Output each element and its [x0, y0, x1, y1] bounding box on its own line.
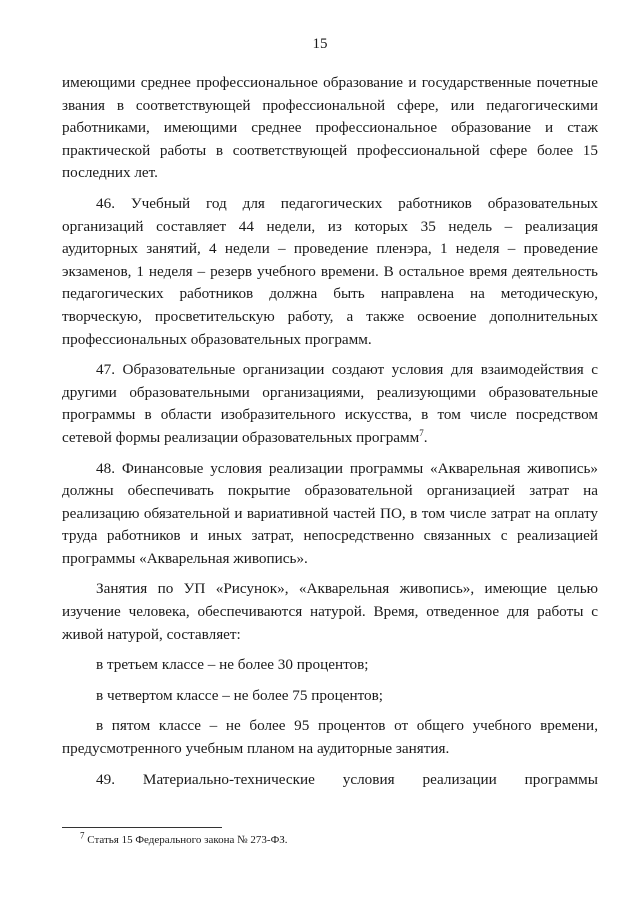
list-item-fourth-class: в четвертом классе – не более 75 процентов; [96, 686, 384, 704]
paragraph-continuation: имеющими среднее профессиональное образование и государственные почетные звания в соответствующей профессиональной сфере, или педагогическими работниками, имеющими среднее профессиональное образование и стаж практической работы в соответствующей профессиональной сфере более 15 последних лет. [62, 74, 598, 182]
paragraph-49: 49. Материально-технические условия реализации программы [96, 770, 598, 788]
footnote [80, 830, 288, 846]
footnote-divider [62, 827, 222, 828]
paragraph-47-end: . [423, 428, 428, 446]
footnote-marker: 7 [80, 830, 85, 841]
footnote-reference: 7 [419, 427, 424, 438]
paragraph-48: 48. Финансовые условия реализации программы «Акварельная живопись» должны обеспечивать покрытие образовательной организацией затрат на реализацию обязательной и вариативной частей ПО, в том числе затрат на оплату труда работников и иных затрат, непосредственно связанных с реализацией программы «Акварельная живопись». [62, 459, 598, 567]
body-text [62, 72, 598, 791]
paragraph-classes-intro: Занятия по УП «Рисунок», «Акварельная живопись», имеющие целью изучение человека, обеспечиваются натурой. Время, отведенное для работы с живой натурой, составляет: [62, 580, 598, 643]
paragraph-47 [62, 359, 598, 449]
paragraph-47-text: 47. Образовательные организации создают условия для взаимодействия с другими образовательными организациями, реализующими образовательные программы в области изобразительного искусства, в том числе посредством сетевой формы реализации образовательных программ [62, 361, 598, 446]
paragraph-46: 46. Учебный год для педагогических работников образовательных организаций составляет 44 недели, из которых 35 недель – реализация аудиторных занятий, 4 недели – проведение пленэра, 1 неделя – проведение экзаменов, 1 неделя – резерв учебного времени. В остальное время деятельность педагогических работников должна быть направлена на методическую, творческую, просветительскую работу, а также освоение дополнительных профессиональных образовательных программ. [62, 194, 598, 348]
list-item-third-class: в третьем классе – не более 30 процентов; [96, 656, 369, 674]
page-number: 15 [312, 36, 328, 52]
footnote-text: Статья 15 Федерального закона № 273-ФЗ. [87, 834, 288, 846]
list-item-fifth-class: в пятом классе – не более 95 процентов от общего учебного времени, предусмотренного учебным планом на аудиторные занятия. [62, 717, 598, 758]
